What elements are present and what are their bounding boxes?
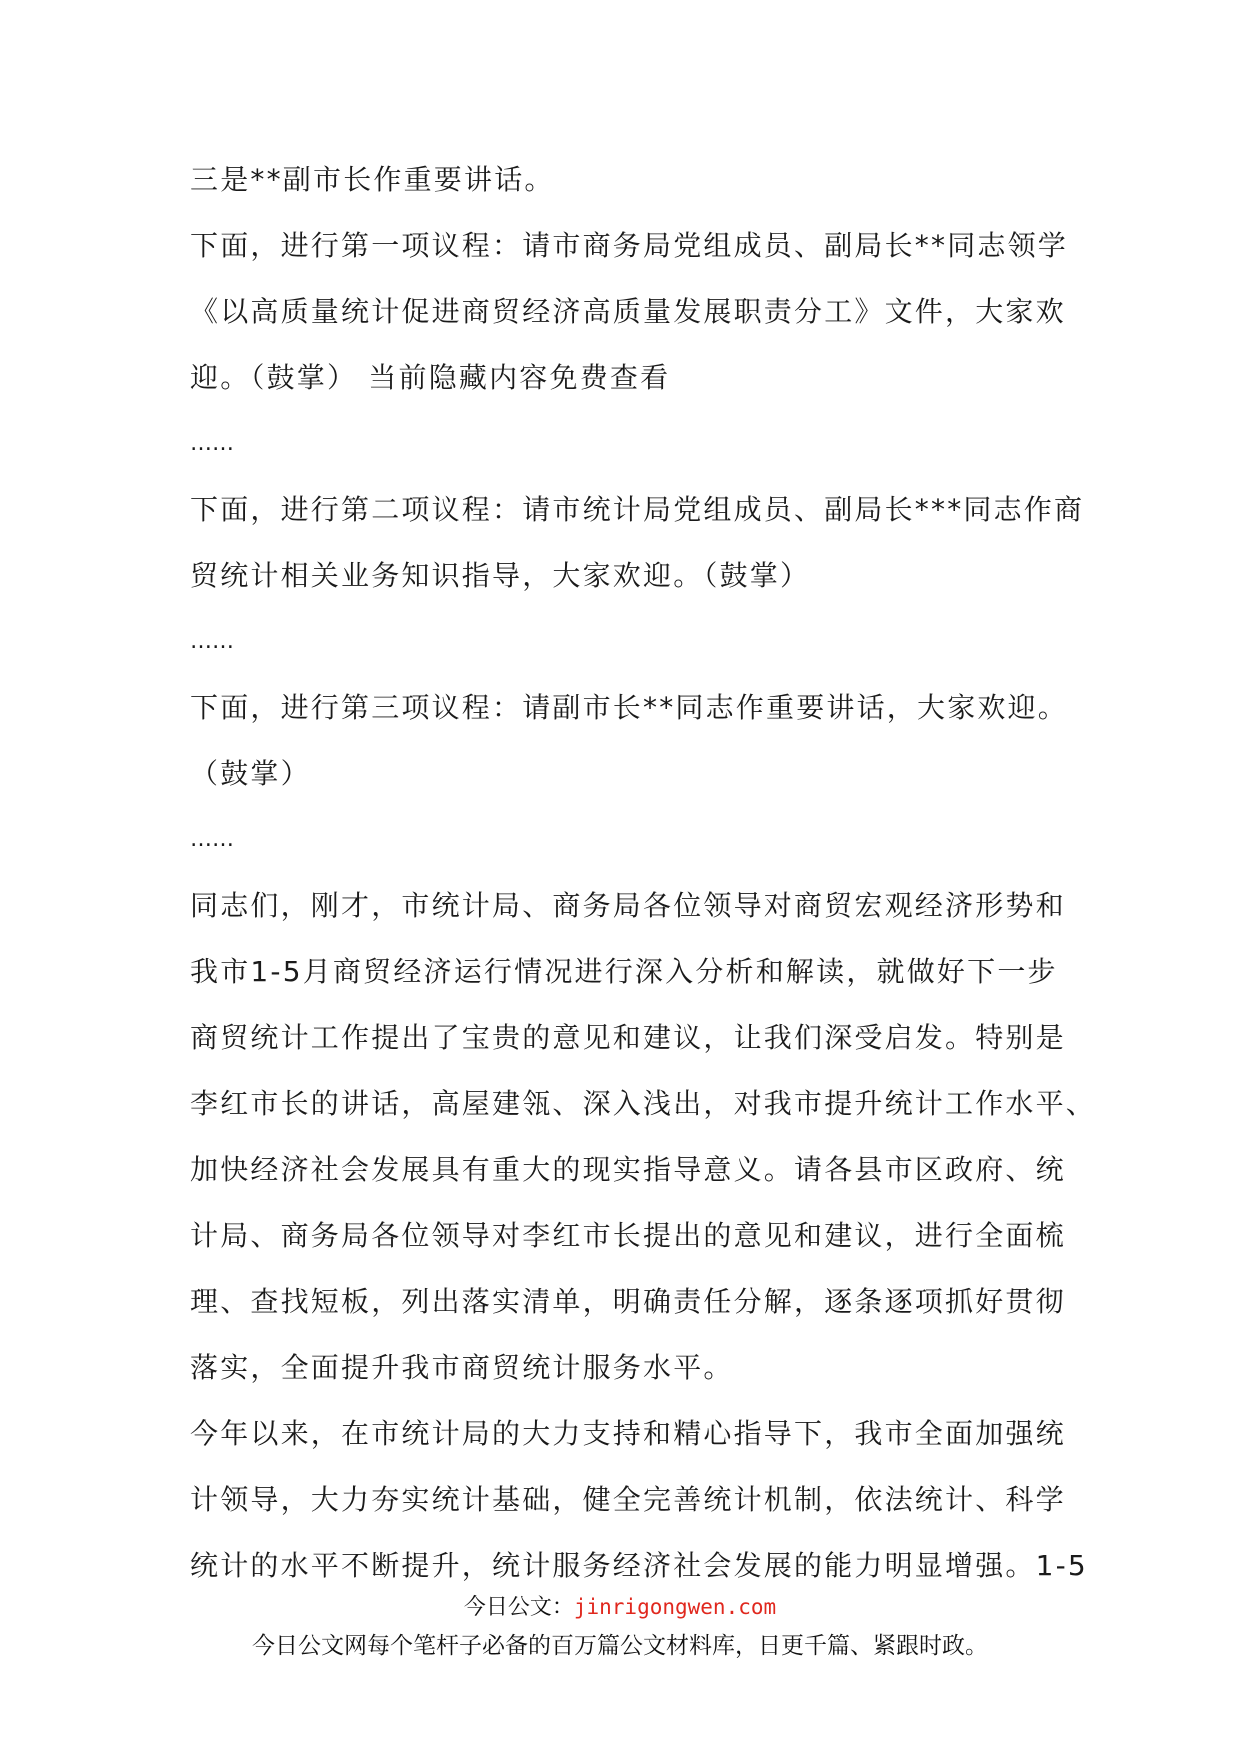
text-line: 同志们，刚才，市统计局、商务局各位领导对商贸宏观经济形势和 (190, 889, 1066, 922)
footer-site-label: 今日公文： (463, 1595, 574, 1620)
text-line: 计领导，大力夯实统计基础，健全完善统计机制，依法统计、科学 (190, 1483, 1066, 1516)
footer-tagline: 今日公文网每个笔杆子必备的百万篇公文材料库，日更千篇、紧跟时政。 (252, 1633, 988, 1659)
text-line: 《以高质量统计促进商贸经济高质量发展职责分工》文件，大家欢 (190, 295, 1066, 328)
text-line: 落实，全面提升我市商贸统计服务水平。 (190, 1351, 734, 1384)
text-line: 理、查找短板，列出落实清单，明确责任分解，逐条逐项抓好贯彻 (190, 1285, 1066, 1318)
text-line: 下面，进行第一项议程：请市商务局党组成员、副局长**同志领学 (190, 229, 1069, 262)
text-line: 三是**副市长作重要讲话。 (190, 163, 555, 196)
text-line: 李红市长的讲话，高屋建瓴、深入浅出，对我市提升统计工作水平、 (190, 1087, 1097, 1120)
text-line: 统计的水平不断提升，统计服务经济社会发展的能力明显增强。1-5 (190, 1549, 1088, 1582)
document-body (190, 160, 1097, 1612)
ellipsis-line: …… (190, 629, 234, 654)
text-line: 加快经济社会发展具有重大的现实指导意义。请各县市区政府、统 (190, 1153, 1066, 1186)
text-line: 今年以来，在市统计局的大力支持和精心指导下，我市全面加强统 (190, 1417, 1066, 1450)
text-line: 商贸统计工作提出了宝贵的意见和建议，让我们深受启发。特别是 (190, 1021, 1066, 1054)
text-line: 下面，进行第三项议程：请副市长**同志作重要讲话，大家欢迎。 (190, 691, 1069, 724)
footer-site-line (0, 1592, 1240, 1623)
text-line: （鼓掌） (190, 757, 311, 790)
text-line: 贸统计相关业务知识指导，大家欢迎。（鼓掌） (190, 559, 811, 592)
ellipsis-line: …… (190, 431, 234, 456)
ellipsis-line: …… (190, 827, 234, 852)
text-line: 下面，进行第二项议程：请市统计局党组成员、副局长***同志作商 (190, 493, 1085, 526)
footer-site-link[interactable]: jinrigongwen.com (573, 1595, 777, 1619)
text-line: 计局、商务局各位领导对李红市长提出的意见和建议，进行全面梳 (190, 1219, 1066, 1252)
text-line: 我市1-5月商贸经济运行情况进行深入分析和解读，就做好下一步 (190, 955, 1058, 988)
hidden-content-notice-line[interactable]: 迎。（鼓掌） 当前隐藏内容免费查看 (190, 361, 671, 394)
